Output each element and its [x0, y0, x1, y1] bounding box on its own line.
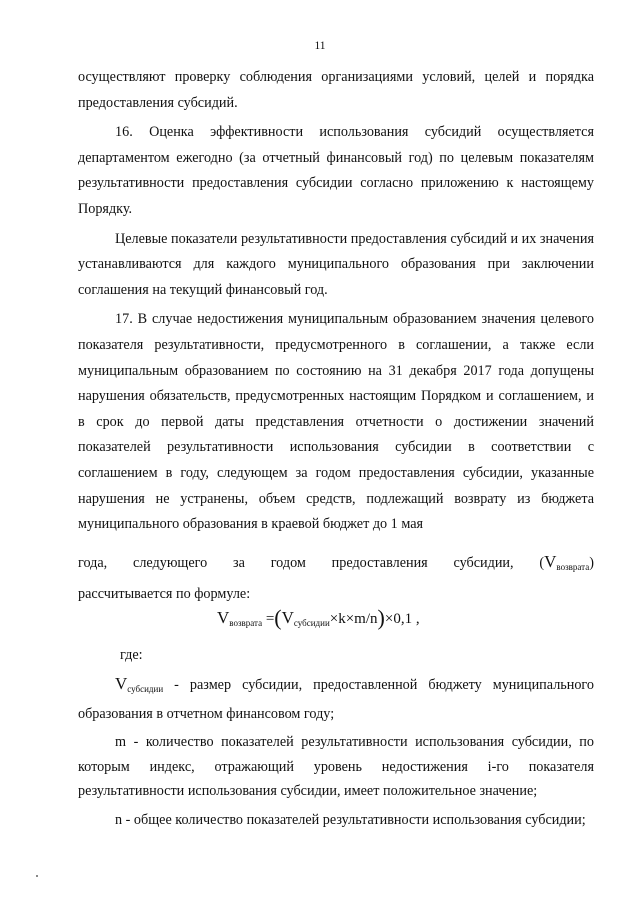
word: предоставления: [331, 554, 428, 571]
v-return-symbol: $(V_{возврата})$: [539, 551, 594, 572]
definition-v-subsidy: $V_{субсидии}$ - размер субсидии, предоставленной бюджету муниципального образования в отчетном финансовом году;: [78, 674, 594, 722]
justified-line: [78, 552, 594, 582]
word: годом: [270, 554, 306, 571]
paragraph-continuation: осуществляют проверку соблюдения организациями условий, целей и порядка предоставления субсидий.: [78, 69, 594, 111]
return-formula: $V_{возврата} =(V_{субсидии}\times k\times m/n)\times 0,1$ ,: [217, 605, 420, 630]
scan-speck: [36, 875, 38, 877]
paragraph-16: 16. Оценка эффективности использования субсидий осуществляется департаментом ежегодно (за отчетный финансовый год) по целевым показателям результативности предоставления субсидии согласно приложению к настоящему Порядку.: [78, 124, 594, 217]
word: года,: [78, 554, 108, 571]
word: следующего: [133, 554, 208, 571]
paragraph-17: 17. В случае недостижения муниципальным образованием значения целевого показателя результативности, предусмотренного в соглашении, а также если муниципальным образованием по состоянию на 31 декабря 2017 года допущены нарушения обязательств, предусмотренных настоящим Порядком и соглашением, и в срок до первой даты представления отчетности о достижении значений показателей результативности использования субсидии в соответствии с соглашением в году, следующем за годом предоставления субсидии, указанные нарушения не устранены, объем средств, подлежащий возврату из бюджета муниципального образования в краевой бюджет до 1 мая: [78, 311, 594, 533]
definition-m: m - количество показателей результативности использования субсидии, по которым индекс, отражающий уровень недостижения i-го показателя результативности использования субсидии, имеет положительное значение;: [78, 734, 594, 800]
definition-n: n - общее количество показателей результативности использования субсидии;: [115, 811, 586, 828]
paragraph-target-indicators: Целевые показатели результативности предоставления субсидий и их значения устанавливаются для каждого муниципального образования при заключении соглашения на текущий финансовый год.: [78, 230, 594, 298]
word: субсидии,: [453, 554, 514, 571]
body-text: [78, 65, 594, 607]
definitions: [78, 672, 594, 833]
where-label: где:: [120, 647, 143, 663]
calc-line: рассчитывается по формуле:: [78, 585, 251, 602]
page-number: 11: [314, 40, 326, 52]
word: за: [233, 554, 245, 571]
